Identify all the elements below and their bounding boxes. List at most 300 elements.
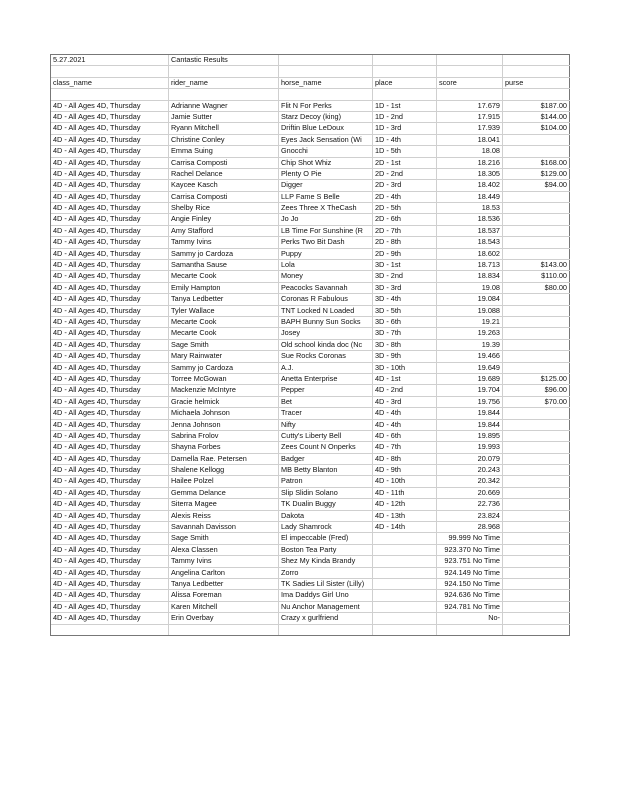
table-row — [51, 533, 570, 544]
column-header-class: class_name — [51, 78, 169, 88]
place-cell: 2D - 5th — [373, 203, 437, 213]
place-cell: 3D - 6th — [373, 317, 437, 327]
rider-name-cell: Angelina Carlton — [169, 568, 279, 578]
score-cell: 18.08 — [437, 146, 503, 156]
horse-name-cell: Cutty's Liberty Bell — [279, 431, 373, 441]
score-cell: 22.736 — [437, 499, 503, 509]
score-cell: 18.041 — [437, 135, 503, 145]
column-header-score: score — [437, 78, 503, 88]
purse-cell — [503, 556, 570, 566]
score-cell: 18.216 — [437, 158, 503, 168]
rider-name-cell: Alexis Reiss — [169, 511, 279, 521]
score-cell: 18.305 — [437, 169, 503, 179]
purse-cell: $129.00 — [503, 169, 570, 179]
horse-name-cell: Lady Shamrock — [279, 522, 373, 532]
table-row — [51, 408, 570, 419]
table-row — [51, 237, 570, 248]
purse-cell — [503, 408, 570, 418]
class-name-cell: 4D - All Ages 4D, Thursday — [51, 169, 169, 179]
score-cell: No- — [437, 613, 503, 623]
purse-cell — [503, 454, 570, 464]
horse-name-cell: Driftin Blue LeDoux — [279, 123, 373, 133]
purse-cell: $125.00 — [503, 374, 570, 384]
place-cell: 3D - 10th — [373, 363, 437, 373]
purse-cell — [503, 613, 570, 623]
horse-name-cell: Slip Slidin Solano — [279, 488, 373, 498]
class-name-cell: 4D - All Ages 4D, Thursday — [51, 465, 169, 475]
class-name-cell: 4D - All Ages 4D, Thursday — [51, 568, 169, 578]
class-name-cell: 4D - All Ages 4D, Thursday — [51, 420, 169, 430]
score-cell: 99.999 No Time — [437, 533, 503, 543]
score-cell: 924.781 No Time — [437, 602, 503, 612]
horse-name-cell: Crazy x gurlfriend — [279, 613, 373, 623]
rider-name-cell: Ryann Mitchell — [169, 123, 279, 133]
score-cell: 19.263 — [437, 328, 503, 338]
rider-name-cell: Torree McGowan — [169, 374, 279, 384]
score-cell: 19.649 — [437, 363, 503, 373]
horse-name-cell: Perks Two Bit Dash — [279, 237, 373, 247]
purse-cell: $187.00 — [503, 101, 570, 111]
table-row — [51, 214, 570, 225]
empty-cell — [437, 55, 503, 65]
score-cell: 923.751 No Time — [437, 556, 503, 566]
class-name-cell: 4D - All Ages 4D, Thursday — [51, 511, 169, 521]
score-cell: 20.342 — [437, 476, 503, 486]
class-name-cell: 4D - All Ages 4D, Thursday — [51, 226, 169, 236]
class-name-cell: 4D - All Ages 4D, Thursday — [51, 317, 169, 327]
score-cell: 923.370 No Time — [437, 545, 503, 555]
purse-cell — [503, 226, 570, 236]
rider-name-cell: Tammy Ivins — [169, 237, 279, 247]
score-cell: 19.088 — [437, 306, 503, 316]
class-name-cell: 4D - All Ages 4D, Thursday — [51, 545, 169, 555]
rider-name-cell: Tanya Ledbetter — [169, 579, 279, 589]
score-cell: 19.08 — [437, 283, 503, 293]
table-row — [51, 579, 570, 590]
rider-name-cell: Jenna Johnson — [169, 420, 279, 430]
class-name-cell: 4D - All Ages 4D, Thursday — [51, 306, 169, 316]
class-name-cell: 4D - All Ages 4D, Thursday — [51, 135, 169, 145]
rider-name-cell: Adrianne Wagner — [169, 101, 279, 111]
rider-name-cell: Tyler Wallace — [169, 306, 279, 316]
horse-name-cell: TNT Locked N Loaded — [279, 306, 373, 316]
purse-cell — [503, 192, 570, 202]
score-cell: 23.824 — [437, 511, 503, 521]
table-row — [51, 385, 570, 396]
score-cell: 19.895 — [437, 431, 503, 441]
score-cell: 19.756 — [437, 397, 503, 407]
score-cell: 19.844 — [437, 420, 503, 430]
score-cell: 19.704 — [437, 385, 503, 395]
horse-name-cell: Zees Three X TheCash — [279, 203, 373, 213]
class-name-cell: 4D - All Ages 4D, Thursday — [51, 146, 169, 156]
date-cell: 5.27.2021 — [51, 55, 169, 65]
table-row — [51, 260, 570, 271]
rider-name-cell: Sammy jo Cardoza — [169, 363, 279, 373]
rider-name-cell: Darnella Rae. Petersen — [169, 454, 279, 464]
rider-name-cell: Savannah Davisson — [169, 522, 279, 532]
score-cell: 18.834 — [437, 271, 503, 281]
rider-name-cell: Mecarte Cook — [169, 328, 279, 338]
class-name-cell: 4D - All Ages 4D, Thursday — [51, 158, 169, 168]
rider-name-cell: Emily Hampton — [169, 283, 279, 293]
class-name-cell: 4D - All Ages 4D, Thursday — [51, 260, 169, 270]
place-cell: 1D - 3rd — [373, 123, 437, 133]
purse-cell: $144.00 — [503, 112, 570, 122]
purse-cell — [503, 203, 570, 213]
horse-name-cell: Pepper — [279, 385, 373, 395]
class-name-cell: 4D - All Ages 4D, Thursday — [51, 442, 169, 452]
result-rows — [51, 101, 570, 625]
score-cell: 20.243 — [437, 465, 503, 475]
place-cell: 3D - 7th — [373, 328, 437, 338]
table-row — [51, 476, 570, 487]
rider-name-cell: Carrisa Composti — [169, 158, 279, 168]
horse-name-cell: Puppy — [279, 249, 373, 259]
place-cell: 4D - 8th — [373, 454, 437, 464]
purse-cell — [503, 351, 570, 361]
purse-cell — [503, 306, 570, 316]
table-row — [51, 101, 570, 112]
rider-name-cell: Karen Mitchell — [169, 602, 279, 612]
score-cell: 20.079 — [437, 454, 503, 464]
place-cell: 1D - 1st — [373, 101, 437, 111]
place-cell: 3D - 4th — [373, 294, 437, 304]
blank-row — [51, 625, 570, 636]
horse-name-cell: Shez My Kinda Brandy — [279, 556, 373, 566]
place-cell: 2D - 4th — [373, 192, 437, 202]
table-row — [51, 328, 570, 339]
score-cell: 17.679 — [437, 101, 503, 111]
table-row — [51, 397, 570, 408]
class-name-cell: 4D - All Ages 4D, Thursday — [51, 579, 169, 589]
place-cell: 4D - 12th — [373, 499, 437, 509]
rider-name-cell: Angie Finley — [169, 214, 279, 224]
purse-cell — [503, 511, 570, 521]
results-spreadsheet — [50, 54, 570, 636]
place-cell: 4D - 2nd — [373, 385, 437, 395]
table-row — [51, 420, 570, 431]
rider-name-cell: Michaela Johnson — [169, 408, 279, 418]
purse-cell — [503, 522, 570, 532]
horse-name-cell: Peacocks Savannah — [279, 283, 373, 293]
score-cell: 19.21 — [437, 317, 503, 327]
horse-name-cell: Zorro — [279, 568, 373, 578]
place-cell — [373, 602, 437, 612]
rider-name-cell: Shalene Kellogg — [169, 465, 279, 475]
rider-name-cell: Erin Overbay — [169, 613, 279, 623]
rider-name-cell: Shelby Rice — [169, 203, 279, 213]
table-row — [51, 180, 570, 191]
place-cell: 2D - 6th — [373, 214, 437, 224]
place-cell: 2D - 2nd — [373, 169, 437, 179]
horse-name-cell: El impeccable (Fred) — [279, 533, 373, 543]
purse-cell — [503, 317, 570, 327]
table-row — [51, 169, 570, 180]
place-cell — [373, 533, 437, 543]
horse-name-cell: Boston Tea Party — [279, 545, 373, 555]
horse-name-cell: Zees Count N Onperks — [279, 442, 373, 452]
horse-name-cell: A.J. — [279, 363, 373, 373]
class-name-cell: 4D - All Ages 4D, Thursday — [51, 488, 169, 498]
horse-name-cell: Lola — [279, 260, 373, 270]
table-row — [51, 488, 570, 499]
score-cell: 19.084 — [437, 294, 503, 304]
purse-cell: $80.00 — [503, 283, 570, 293]
place-cell — [373, 613, 437, 623]
table-row — [51, 249, 570, 260]
class-name-cell: 4D - All Ages 4D, Thursday — [51, 499, 169, 509]
score-cell: 17.939 — [437, 123, 503, 133]
horse-name-cell: Jo Jo — [279, 214, 373, 224]
table-row — [51, 317, 570, 328]
empty-cell — [279, 55, 373, 65]
purse-cell: $110.00 — [503, 271, 570, 281]
class-name-cell: 4D - All Ages 4D, Thursday — [51, 192, 169, 202]
place-cell: 4D - 6th — [373, 431, 437, 441]
score-cell: 924.636 No Time — [437, 590, 503, 600]
horse-name-cell: Tracer — [279, 408, 373, 418]
place-cell: 4D - 3rd — [373, 397, 437, 407]
place-cell — [373, 568, 437, 578]
horse-name-cell: Nifty — [279, 420, 373, 430]
purse-cell — [503, 499, 570, 509]
table-row — [51, 499, 570, 510]
purse-cell: $168.00 — [503, 158, 570, 168]
purse-cell — [503, 214, 570, 224]
score-cell: 19.39 — [437, 340, 503, 350]
class-name-cell: 4D - All Ages 4D, Thursday — [51, 328, 169, 338]
place-cell: 3D - 3rd — [373, 283, 437, 293]
purse-cell — [503, 442, 570, 452]
class-name-cell: 4D - All Ages 4D, Thursday — [51, 271, 169, 281]
rider-name-cell: Jamie Sutter — [169, 112, 279, 122]
place-cell: 1D - 5th — [373, 146, 437, 156]
rider-name-cell: Emma Suing — [169, 146, 279, 156]
place-cell: 4D - 10th — [373, 476, 437, 486]
purse-cell: $143.00 — [503, 260, 570, 270]
score-cell: 924.150 No Time — [437, 579, 503, 589]
table-row — [51, 374, 570, 385]
score-cell: 19.993 — [437, 442, 503, 452]
place-cell: 2D - 9th — [373, 249, 437, 259]
horse-name-cell: LB Time For Sunshine (R — [279, 226, 373, 236]
horse-name-cell: Gnocchi — [279, 146, 373, 156]
score-cell: 18.402 — [437, 180, 503, 190]
empty-cell — [373, 55, 437, 65]
rider-name-cell: Tammy Ivins — [169, 556, 279, 566]
table-row — [51, 192, 570, 203]
column-header-horse: horse_name — [279, 78, 373, 88]
table-row — [51, 613, 570, 624]
score-cell: 17.915 — [437, 112, 503, 122]
score-cell: 18.537 — [437, 226, 503, 236]
purse-cell — [503, 488, 570, 498]
rider-name-cell: Samantha Sause — [169, 260, 279, 270]
class-name-cell: 4D - All Ages 4D, Thursday — [51, 101, 169, 111]
rider-name-cell: Sage Smith — [169, 340, 279, 350]
horse-name-cell: LLP Fame S Belle — [279, 192, 373, 202]
purse-cell — [503, 590, 570, 600]
class-name-cell: 4D - All Ages 4D, Thursday — [51, 408, 169, 418]
table-row — [51, 556, 570, 567]
rider-name-cell: Alissa Foreman — [169, 590, 279, 600]
table-row — [51, 271, 570, 282]
table-row — [51, 465, 570, 476]
horse-name-cell: Patron — [279, 476, 373, 486]
place-cell — [373, 556, 437, 566]
score-cell: 18.53 — [437, 203, 503, 213]
purse-cell — [503, 476, 570, 486]
purse-cell: $94.00 — [503, 180, 570, 190]
class-name-cell: 4D - All Ages 4D, Thursday — [51, 454, 169, 464]
class-name-cell: 4D - All Ages 4D, Thursday — [51, 294, 169, 304]
place-cell: 1D - 2nd — [373, 112, 437, 122]
class-name-cell: 4D - All Ages 4D, Thursday — [51, 613, 169, 623]
class-name-cell: 4D - All Ages 4D, Thursday — [51, 522, 169, 532]
table-row — [51, 283, 570, 294]
rider-name-cell: Sage Smith — [169, 533, 279, 543]
purse-cell — [503, 340, 570, 350]
class-name-cell: 4D - All Ages 4D, Thursday — [51, 112, 169, 122]
rider-name-cell: Gracie helmick — [169, 397, 279, 407]
purse-cell — [503, 420, 570, 430]
table-row — [51, 306, 570, 317]
empty-cell — [503, 55, 570, 65]
purse-cell — [503, 363, 570, 373]
score-cell: 924.149 No Time — [437, 568, 503, 578]
table-row — [51, 146, 570, 157]
purse-cell: $104.00 — [503, 123, 570, 133]
class-name-cell: 4D - All Ages 4D, Thursday — [51, 397, 169, 407]
horse-name-cell: Chip Shot Whiz — [279, 158, 373, 168]
rider-name-cell: Mecarte Cook — [169, 271, 279, 281]
score-cell: 19.466 — [437, 351, 503, 361]
rider-name-cell: Alexa Classen — [169, 545, 279, 555]
place-cell: 3D - 1st — [373, 260, 437, 270]
class-name-cell: 4D - All Ages 4D, Thursday — [51, 249, 169, 259]
place-cell: 4D - 4th — [373, 420, 437, 430]
place-cell: 4D - 11th — [373, 488, 437, 498]
horse-name-cell: Coronas R Fabulous — [279, 294, 373, 304]
place-cell — [373, 590, 437, 600]
table-row — [51, 351, 570, 362]
purse-cell — [503, 431, 570, 441]
table-row — [51, 511, 570, 522]
table-row — [51, 522, 570, 533]
table-row — [51, 226, 570, 237]
rider-name-cell: Mecarte Cook — [169, 317, 279, 327]
rider-name-cell: Mary Rainwater — [169, 351, 279, 361]
table-row — [51, 203, 570, 214]
purse-cell — [503, 465, 570, 475]
place-cell: 4D - 13th — [373, 511, 437, 521]
purse-cell — [503, 249, 570, 259]
purse-cell — [503, 545, 570, 555]
score-cell: 18.602 — [437, 249, 503, 259]
column-header-purse: purse — [503, 78, 570, 88]
rider-name-cell: Sabrina Frolov — [169, 431, 279, 441]
rider-name-cell: Siterra Magee — [169, 499, 279, 509]
rider-name-cell: Amy Stafford — [169, 226, 279, 236]
table-row — [51, 454, 570, 465]
table-row — [51, 363, 570, 374]
table-row — [51, 112, 570, 123]
class-name-cell: 4D - All Ages 4D, Thursday — [51, 351, 169, 361]
horse-name-cell: Old school kinda doc (Nc — [279, 340, 373, 350]
place-cell: 2D - 1st — [373, 158, 437, 168]
class-name-cell: 4D - All Ages 4D, Thursday — [51, 431, 169, 441]
purse-cell — [503, 237, 570, 247]
place-cell: 2D - 7th — [373, 226, 437, 236]
purse-cell — [503, 294, 570, 304]
score-cell: 18.449 — [437, 192, 503, 202]
rider-name-cell: Shayna Forbes — [169, 442, 279, 452]
horse-name-cell: Digger — [279, 180, 373, 190]
table-row — [51, 590, 570, 601]
title-row — [51, 55, 570, 66]
horse-name-cell: Dakota — [279, 511, 373, 521]
horse-name-cell: Sue Rocks Coronas — [279, 351, 373, 361]
score-cell: 28.968 — [437, 522, 503, 532]
table-row — [51, 442, 570, 453]
class-name-cell: 4D - All Ages 4D, Thursday — [51, 180, 169, 190]
place-cell: 4D - 14th — [373, 522, 437, 532]
place-cell: 4D - 7th — [373, 442, 437, 452]
column-header-row — [51, 78, 570, 89]
blank-row — [51, 89, 570, 100]
score-cell: 18.713 — [437, 260, 503, 270]
horse-name-cell: Flit N For Perks — [279, 101, 373, 111]
class-name-cell: 4D - All Ages 4D, Thursday — [51, 363, 169, 373]
table-row — [51, 158, 570, 169]
place-cell — [373, 579, 437, 589]
table-row — [51, 545, 570, 556]
place-cell: 4D - 9th — [373, 465, 437, 475]
horse-name-cell: MB Betty Blanton — [279, 465, 373, 475]
class-name-cell: 4D - All Ages 4D, Thursday — [51, 590, 169, 600]
horse-name-cell: Starz Decoy (king) — [279, 112, 373, 122]
purse-cell — [503, 568, 570, 578]
purse-cell — [503, 135, 570, 145]
purse-cell — [503, 579, 570, 589]
score-cell: 20.669 — [437, 488, 503, 498]
purse-cell — [503, 328, 570, 338]
rider-name-cell: Hailee Polzel — [169, 476, 279, 486]
table-row — [51, 294, 570, 305]
column-header-place: place — [373, 78, 437, 88]
place-cell — [373, 545, 437, 555]
place-cell: 1D - 4th — [373, 135, 437, 145]
horse-name-cell: Money — [279, 271, 373, 281]
place-cell: 2D - 3rd — [373, 180, 437, 190]
class-name-cell: 4D - All Ages 4D, Thursday — [51, 556, 169, 566]
horse-name-cell: Eyes Jack Sensation (Wi — [279, 135, 373, 145]
class-name-cell: 4D - All Ages 4D, Thursday — [51, 214, 169, 224]
column-header-rider: rider_name — [169, 78, 279, 88]
place-cell: 2D - 8th — [373, 237, 437, 247]
purse-cell: $96.00 — [503, 385, 570, 395]
score-cell: 19.689 — [437, 374, 503, 384]
rider-name-cell: Kaycee Kasch — [169, 180, 279, 190]
rider-name-cell: Carrisa Composti — [169, 192, 279, 202]
place-cell: 4D - 1st — [373, 374, 437, 384]
place-cell: 3D - 2nd — [373, 271, 437, 281]
table-row — [51, 602, 570, 613]
purse-cell — [503, 602, 570, 612]
class-name-cell: 4D - All Ages 4D, Thursday — [51, 237, 169, 247]
horse-name-cell: BAPH Bunny Sun Socks — [279, 317, 373, 327]
